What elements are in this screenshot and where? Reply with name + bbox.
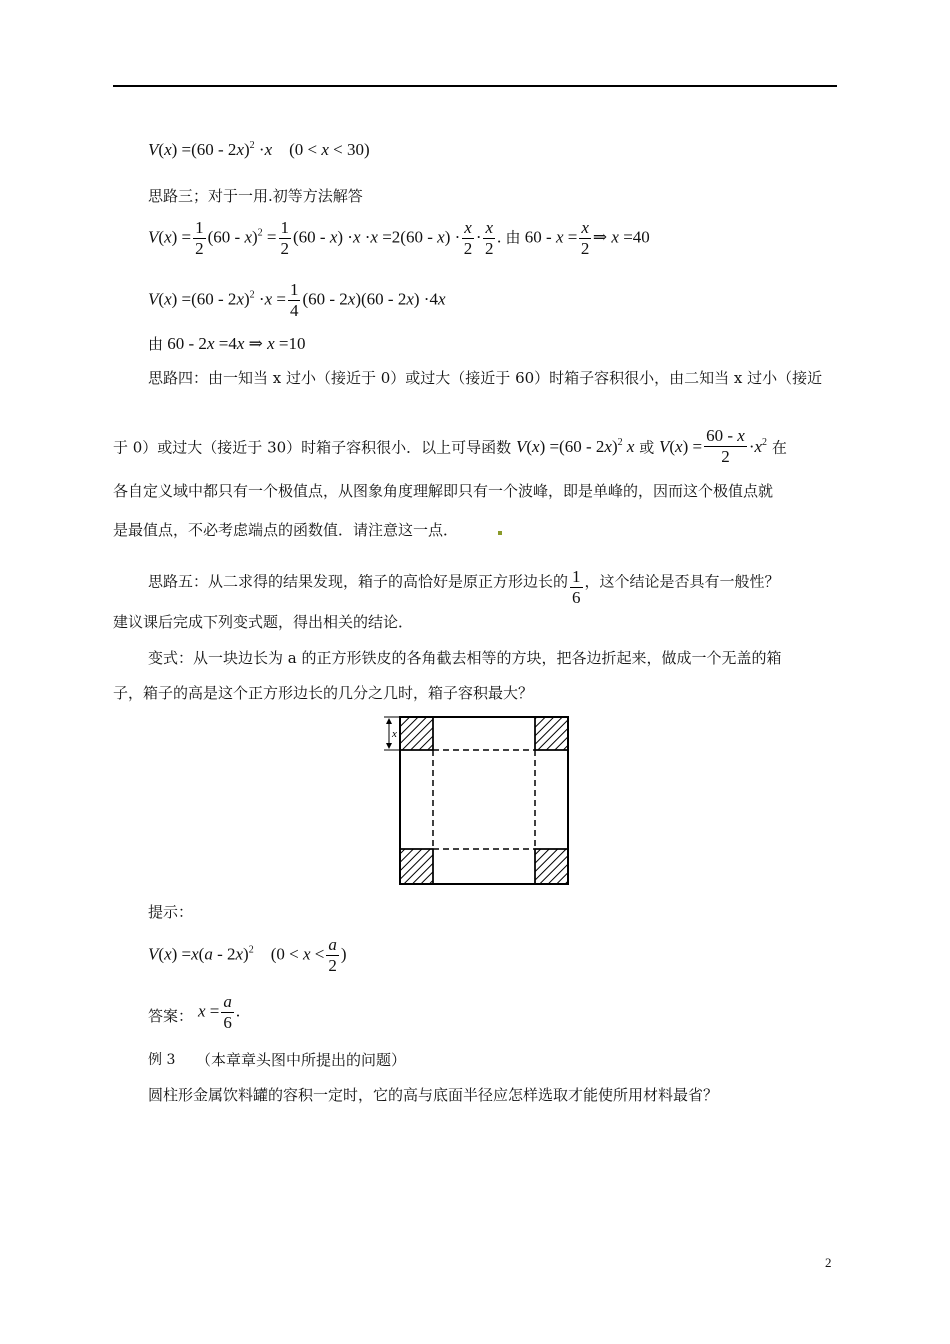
idea3-formula-3: 由 60 - 2x =4x ⇒ x =10 [148, 334, 306, 353]
corner-top-left [400, 717, 433, 750]
idea4-line1: 思路四：由一知当 x 过小（接近于 0）或过大（接近于 60）时箱子容积很小，由二知当 x 过小（接近 [148, 369, 823, 387]
answer-label: 答案： [148, 1007, 194, 1025]
idea5-line2: 建议课后完成下列变式题，得出相关的结论． [113, 613, 414, 631]
figure-x-label: x [392, 728, 397, 740]
idea3-formula-2: V(x) =(60 - 2x)$^2$ ·x = $\frac{1}{4}$ (60 - 2x)(60 - 2x) ·4x [148, 280, 446, 320]
idea3-title: 思路三；对于一用.初等方法解答 [148, 187, 363, 205]
corner-top-right [535, 717, 568, 750]
formula-volume-1: V(x) =(60 - 2x)$^2$ ·x (0 < x < 30) [148, 140, 370, 159]
corner-bottom-right [535, 849, 568, 884]
page-number: 2 [825, 1255, 832, 1270]
variant-line1: 变式：从一块边长为 a 的正方形铁皮的各角截去相等的方块，把各边折起来，做成一个无盖的箱 [148, 649, 782, 667]
idea4-line2-post: 在 [771, 438, 787, 457]
idea4-line2-pre: 于 0）或过大（接近于 30）时箱子容积很小．以上可导函数 [113, 438, 512, 457]
idea5-line1 [148, 562, 780, 607]
hint-formula: V(x) =x(a - 2x)$^2$ (0 < x < $\frac{a}{2}$ ) [148, 935, 347, 975]
idea5-post: ，这个结论是否具有一般性？ [584, 572, 780, 591]
idea4-line4: 是最值点，不必考虑端点的函数值．请注意这一点． [113, 521, 459, 539]
answer-formula: x = $\frac{a}{6}$ . [198, 992, 241, 1032]
idea4-line2-or: 或 [639, 438, 655, 457]
idea4-formula-b: V(x) = $\frac{60 - x}{2}$ $\cdot x^2$ [658, 426, 768, 466]
corner-bottom-left [400, 849, 433, 884]
idea4-line2 [113, 428, 787, 469]
example-title: （本章章头图中所提出的问题） [196, 1051, 407, 1069]
example-label: 例 3 [148, 1052, 176, 1068]
variant-line2: 子，箱子的高是这个正方形边长的几分之几时，箱子容积最大？ [113, 684, 534, 702]
idea4-line3: 各自定义域中都只有一个极值点，从图象角度理解即只有一个波峰，即是单峰的，因而这个极值点就 [113, 482, 774, 500]
idea4-formula-a: V(x) =(60 - 2x)$^2$ x [515, 437, 635, 457]
idea3-connector: 由 [505, 228, 521, 247]
green-dot-mark [498, 531, 502, 535]
example-question: 圆柱形金属饮料罐的容积一定时，它的高与底面半径应怎样选取才能使所用材料最省？ [148, 1086, 719, 1104]
idea3-formula-1: V(x) = $\frac{1}{2}$ (60 - x)$^2$ = $\frac{1}{2}$ (60 - x) ·x ·x =2(60 - x) · $\frac{x}{2}$ · $\frac{x}{2}$ . 由 60 - x = $\frac{x}{2}$ ⇒ x =40 [148, 218, 650, 258]
idea5-fraction: $\frac{1}{6}$ [572, 567, 581, 607]
hint-label: 提示： [148, 903, 194, 921]
header-rule [113, 85, 837, 87]
idea5-pre: 思路五：从二求得的结果发现，箱子的高恰好是原正方形边长的 [148, 572, 569, 591]
box-net-figure [380, 712, 575, 887]
